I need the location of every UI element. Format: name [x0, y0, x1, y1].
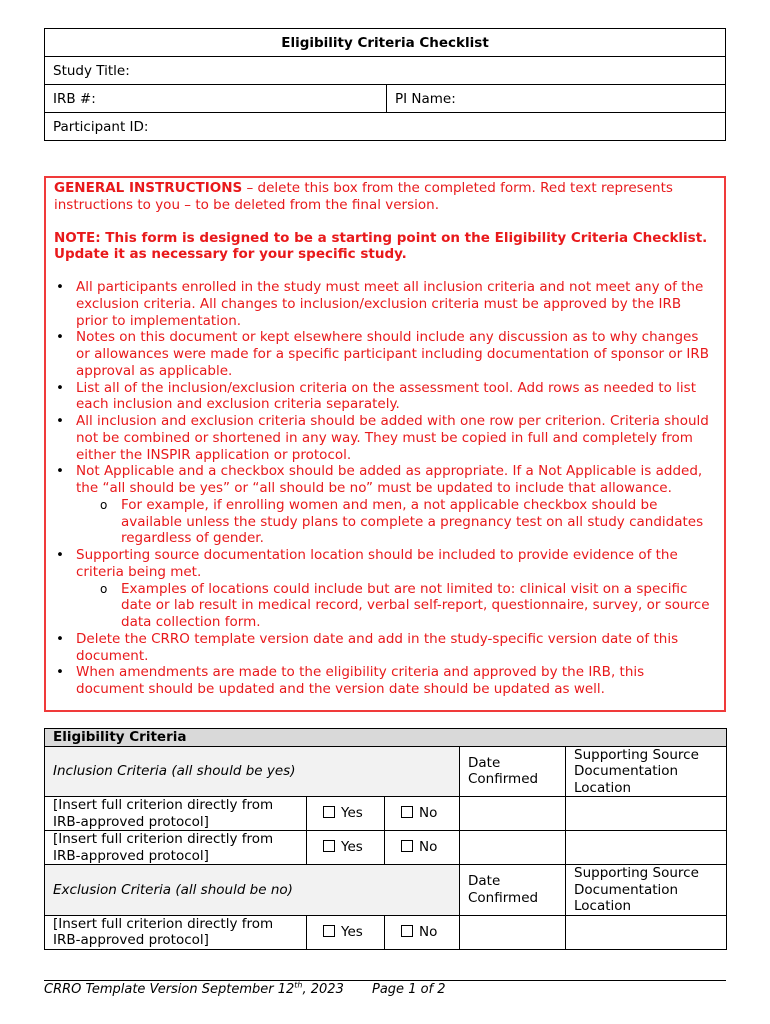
criterion-text[interactable]: [Insert full criterion directly from IRB-approved protocol]	[45, 797, 307, 831]
general-instructions-box	[44, 176, 726, 712]
checkbox-icon	[323, 925, 335, 937]
date-confirmed-header: Date Confirmed	[460, 865, 566, 916]
date-confirmed-header: Date Confirmed	[460, 746, 566, 797]
no-checkbox[interactable]	[385, 915, 460, 949]
source-location-cell[interactable]	[566, 831, 727, 865]
source-location-header: Supporting Source Documentation Location	[566, 746, 727, 797]
checkbox-icon	[401, 840, 413, 852]
participant-id-field[interactable]: Participant ID:	[45, 113, 726, 141]
date-confirmed-cell[interactable]	[460, 831, 566, 865]
criterion-text[interactable]: [Insert full criterion directly from IRB-approved protocol]	[45, 831, 307, 865]
instructions-heading: GENERAL INSTRUCTIONS	[54, 180, 243, 196]
pi-name-field[interactable]: PI Name:	[387, 85, 726, 113]
instruction-item: • Notes on this document or kept elsewhere should include any discussion as to why changes or allowances were made for a specific participant including documentation of sponsor or IRB approval as applicable.	[76, 329, 716, 379]
yes-checkbox[interactable]	[307, 831, 385, 865]
page-number: Page 1 of 2	[372, 982, 446, 998]
checkbox-icon	[323, 806, 335, 818]
no-checkbox[interactable]	[385, 797, 460, 831]
instruction-item: • When amendments are made to the eligibility criteria and approved by the IRB, this document should be updated and the version date should be updated as well.	[76, 664, 716, 698]
instruction-item-text: Supporting source documentation location should be included to provide evidence of the criteria being met.	[76, 547, 678, 580]
table-row	[45, 797, 727, 831]
yes-checkbox[interactable]	[307, 915, 385, 949]
no-label: No	[419, 805, 438, 822]
inclusion-header: Inclusion Criteria (all should be yes)	[45, 746, 460, 797]
yes-label: Yes	[341, 805, 363, 822]
instruction-item: • Delete the CRRO template version date and add in the study-specific version date of this document.	[76, 631, 716, 665]
exclusion-header: Exclusion Criteria (all should be no)	[45, 865, 460, 916]
version-sup: th	[294, 981, 303, 990]
template-version	[44, 982, 344, 997]
instruction-sublist	[76, 497, 716, 547]
yes-checkbox[interactable]	[307, 797, 385, 831]
instruction-item: • All participants enrolled in the study must meet all inclusion criteria and not meet any of the exclusion criteria. All changes to inclusion/exclusion criteria must be approved by the IRB prior to implementation.	[76, 279, 716, 329]
instructions-intro-text: – delete this box from the completed form. Red text represents instructions to you – to be deleted from the final version.	[54, 180, 673, 213]
section-title: Eligibility Criteria	[45, 729, 727, 747]
eligibility-table	[44, 728, 727, 950]
instruction-item	[76, 547, 716, 631]
instruction-item-text: Not Applicable and a checkbox should be added as appropriate. If a Not Applicable is added, the “all should be yes” or “all should be no” must be updated to include that allowance.	[76, 463, 703, 496]
no-checkbox[interactable]	[385, 831, 460, 865]
instructions-intro	[54, 180, 716, 214]
header-table	[44, 28, 726, 141]
instruction-item	[76, 463, 716, 547]
checkbox-icon	[323, 840, 335, 852]
checkbox-icon	[401, 925, 413, 937]
date-confirmed-cell[interactable]	[460, 797, 566, 831]
source-location-cell[interactable]	[566, 797, 727, 831]
version-text: CRRO Template Version September 12	[44, 982, 295, 998]
no-label: No	[419, 839, 438, 856]
instructions-list	[54, 279, 716, 698]
instruction-item: • List all of the inclusion/exclusion criteria on the assessment tool. Add rows as needed to list each inclusion and exclusion criteria separately.	[76, 380, 716, 414]
yes-label: Yes	[341, 923, 363, 940]
criterion-text[interactable]: [Insert full criterion directly from IRB-approved protocol]	[45, 915, 307, 949]
source-location-header: Supporting Source Documentation Location	[566, 865, 727, 916]
checkbox-icon	[401, 806, 413, 818]
instruction-subitem: o Examples of locations could include but are not limited to: clinical visit on a specific date or lab result in medical record, verbal self-report, questionnaire, survey, or source data collection form.	[121, 581, 716, 631]
source-location-cell[interactable]	[566, 915, 727, 949]
instructions-note: NOTE: This form is designed to be a starting point on the Eligibility Criteria Checklist. Update it as necessary for your specific study.	[54, 229, 708, 263]
date-confirmed-cell[interactable]	[460, 915, 566, 949]
form-title: Eligibility Criteria Checklist	[45, 29, 726, 57]
version-year: , 2023	[302, 982, 344, 998]
table-row	[45, 915, 727, 949]
instruction-sublist	[76, 581, 716, 631]
irb-number-field[interactable]: IRB #:	[45, 85, 387, 113]
yes-label: Yes	[341, 839, 363, 856]
instruction-item: • All inclusion and exclusion criteria should be added with one row per criterion. Criteria should not be combined or shortened in any way. They must be copied in full and completely from either the INSPIR application or protocol.	[76, 413, 716, 463]
study-title-field[interactable]: Study Title:	[45, 57, 726, 85]
table-row	[45, 831, 727, 865]
instruction-subitem: o For example, if enrolling women and men, a not applicable checkbox should be available unless the study plans to complete a pregnancy test on all study candidates regardless of gender.	[121, 497, 716, 547]
footer	[44, 981, 446, 997]
no-label: No	[419, 923, 438, 940]
